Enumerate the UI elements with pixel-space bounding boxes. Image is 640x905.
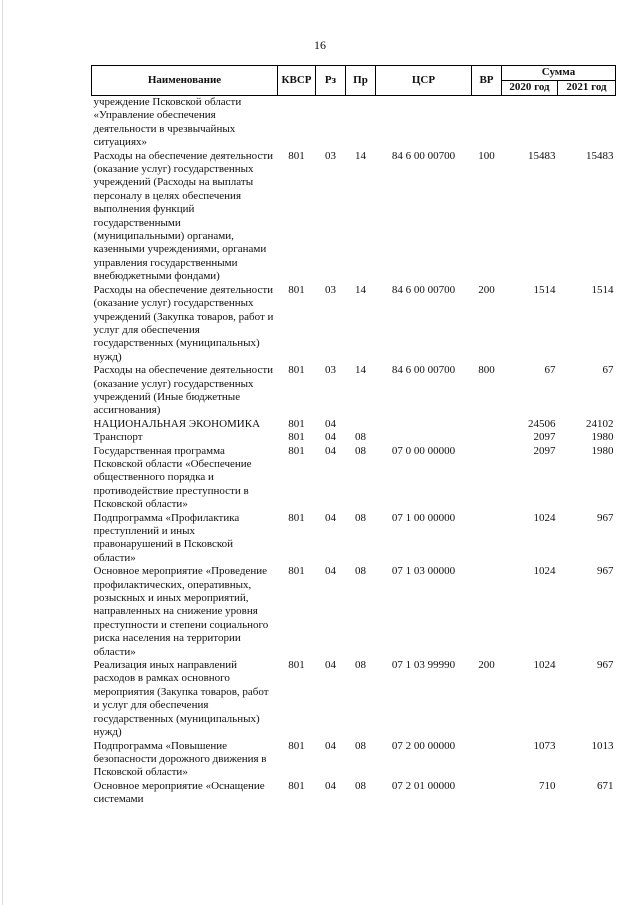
cell-vr: [472, 740, 502, 780]
cell-vr: 200: [478, 283, 495, 296]
cell-name: Расходы на обеспечение деятельности (оказание услуг) государственных учреждений (Расходы на выплаты персоналу в целях обеспечения выполнения функций государственными (муниципальными) органами, казенными учреждениями, органами управления государственными внебюджетными фондами): [93, 149, 274, 283]
cell-kvsr: 801: [288, 511, 305, 524]
cell-name: Реализация иных направлений расходов в рамках основного мероприятия (Закупка товаров, работ и услуг для обеспечения государственных (муниципальных) нужд): [93, 659, 269, 739]
table-row: [92, 431, 616, 444]
header-kvsr: КВСР: [278, 66, 316, 96]
cell-sum-2021: [558, 96, 616, 150]
cell-vr: [472, 431, 502, 444]
cell-kvsr: 801: [288, 149, 305, 162]
cell-sum-2020: [502, 96, 558, 150]
cell-name: Подпрограмма «Повышение безопасности дорожного движения в Псковской области»: [93, 739, 267, 779]
table-row: [92, 445, 616, 512]
cell-rz: 04: [325, 739, 336, 752]
cell-name: Основное мероприятие «Проведение профилактических, оперативных, розыскных и иных мероприятий, направленных на снижение уровня преступности и степени социального риска населения на территории области»: [93, 565, 269, 658]
table-header: [92, 66, 616, 96]
cell-kvsr: 801: [288, 739, 305, 752]
header-csr: ЦСР: [376, 66, 472, 96]
cell-vr: [472, 96, 502, 150]
cell-rz: 04: [325, 511, 336, 524]
cell-sum-2020: 1024: [533, 511, 556, 524]
cell-name: Расходы на обеспечение деятельности (оказание услуг) государственных учреждений (Иные бюджетные ассигнования): [93, 364, 274, 417]
cell-sum-2021: 1980: [591, 444, 614, 457]
cell-name: учреждение Псковской области «Управление обеспечения деятельности в чрезвычайных ситуациях»: [93, 96, 242, 149]
cell-kvsr: [278, 96, 316, 150]
cell-name: Подпрограмма «Профилактика преступлений и иных правонарушений в Псковской области»: [93, 511, 240, 564]
cell-rz: [316, 96, 346, 150]
page-number: 16: [314, 38, 326, 52]
cell-sum-2020: 15483: [528, 149, 556, 162]
cell-sum-2020: 1024: [533, 659, 556, 672]
cell-csr: 07 1 00 00000: [391, 511, 456, 524]
cell-vr: 800: [478, 364, 495, 377]
cell-pr: 08: [355, 659, 366, 672]
cell-sum-2021: 67: [602, 364, 614, 377]
header-vr: ВР: [472, 66, 502, 96]
cell-kvsr: 801: [288, 431, 305, 444]
table-row: [92, 512, 616, 566]
cell-csr: 07 2 00 00000: [391, 739, 456, 752]
cell-rz: 03: [325, 149, 336, 162]
cell-vr: [472, 512, 502, 566]
cell-csr: 07 0 00 00000: [391, 444, 456, 457]
cell-sum-2021: 967: [597, 565, 614, 578]
cell-csr: 07 2 01 00000: [391, 779, 456, 792]
cell-sum-2021: 24102: [586, 417, 614, 430]
table-row: [92, 740, 616, 780]
cell-sum-2020: 2097: [533, 444, 556, 457]
cell-csr: 07 1 03 99990: [391, 659, 456, 672]
budget-table: [91, 65, 616, 807]
page-edge: [2, 0, 3, 905]
cell-csr: [376, 418, 472, 431]
cell-csr: 84 6 00 00700: [391, 149, 456, 162]
cell-pr: 08: [355, 779, 366, 792]
cell-pr: 08: [355, 739, 366, 752]
table-row: [92, 659, 616, 739]
cell-rz: 03: [325, 364, 336, 377]
cell-vr: 200: [478, 659, 495, 672]
cell-vr: [472, 445, 502, 512]
cell-sum-2021: 15483: [586, 149, 614, 162]
cell-pr: 08: [355, 431, 366, 444]
cell-rz: 04: [325, 565, 336, 578]
cell-sum-2021: 967: [597, 511, 614, 524]
cell-vr: 100: [478, 149, 495, 162]
cell-rz: 04: [325, 417, 336, 430]
cell-pr: 14: [355, 364, 366, 377]
table-row: [92, 565, 616, 659]
cell-name: НАЦИОНАЛЬНАЯ ЭКОНОМИКА: [93, 417, 261, 430]
table-row: [92, 364, 616, 418]
cell-csr: [376, 96, 472, 150]
cell-kvsr: 801: [288, 779, 305, 792]
cell-sum-2021: 1013: [591, 739, 614, 752]
cell-kvsr: 801: [288, 364, 305, 377]
cell-sum-2020: 1514: [533, 283, 556, 296]
cell-pr: 14: [355, 149, 366, 162]
table-row: [92, 150, 616, 284]
table-row: [92, 780, 616, 807]
cell-rz: 04: [325, 444, 336, 457]
cell-kvsr: 801: [288, 417, 305, 430]
header-pr: Пр: [346, 66, 376, 96]
cell-csr: 84 6 00 00700: [391, 364, 456, 377]
cell-pr: 08: [355, 511, 366, 524]
cell-sum-2020: 1024: [533, 565, 556, 578]
cell-pr: 14: [355, 283, 366, 296]
cell-sum-2021: 1514: [591, 283, 614, 296]
header-year-2020: 2020 год: [502, 81, 558, 96]
cell-name: Основное мероприятие «Оснащение системами: [93, 779, 265, 806]
cell-rz: 03: [325, 283, 336, 296]
cell-sum-2021: 1980: [591, 431, 614, 444]
cell-csr: 84 6 00 00700: [391, 283, 456, 296]
cell-pr: 08: [355, 565, 366, 578]
header-name: Наименование: [92, 66, 278, 96]
table-body: [92, 96, 616, 807]
cell-sum-2020: 67: [544, 364, 556, 377]
cell-vr: [472, 565, 502, 659]
cell-sum-2020: 24506: [528, 417, 556, 430]
cell-sum-2020: 2097: [533, 431, 556, 444]
cell-csr: [376, 431, 472, 444]
cell-pr: 08: [355, 444, 366, 457]
cell-pr: [346, 96, 376, 150]
cell-vr: [472, 418, 502, 431]
cell-rz: 04: [325, 659, 336, 672]
cell-sum-2021: 967: [597, 659, 614, 672]
cell-kvsr: 801: [288, 283, 305, 296]
cell-kvsr: 801: [288, 659, 305, 672]
table-row: [92, 284, 616, 364]
header-rz: Рз: [316, 66, 346, 96]
header-sum: Сумма: [502, 66, 616, 81]
cell-sum-2021: 671: [597, 779, 614, 792]
cell-kvsr: 801: [288, 565, 305, 578]
cell-name: Государственная программа Псковской области «Обеспечение общественного порядка и противодействие преступности в Псковской области»: [93, 444, 252, 511]
cell-sum-2020: 1073: [533, 739, 556, 752]
table-row: [92, 418, 616, 431]
cell-vr: [472, 780, 502, 807]
cell-name: Транспорт: [93, 431, 143, 444]
cell-kvsr: 801: [288, 444, 305, 457]
header-year-2021: 2021 год: [558, 81, 616, 96]
cell-name: Расходы на обеспечение деятельности (оказание услуг) государственных учреждений (Закупка товаров, работ и услуг для обеспечения государственных (муниципальных) нужд): [93, 283, 274, 363]
table-row: [92, 96, 616, 150]
cell-pr: [346, 418, 376, 431]
cell-rz: 04: [325, 431, 336, 444]
cell-rz: 04: [325, 779, 336, 792]
cell-sum-2020: 710: [539, 779, 556, 792]
cell-csr: 07 1 03 00000: [391, 565, 456, 578]
